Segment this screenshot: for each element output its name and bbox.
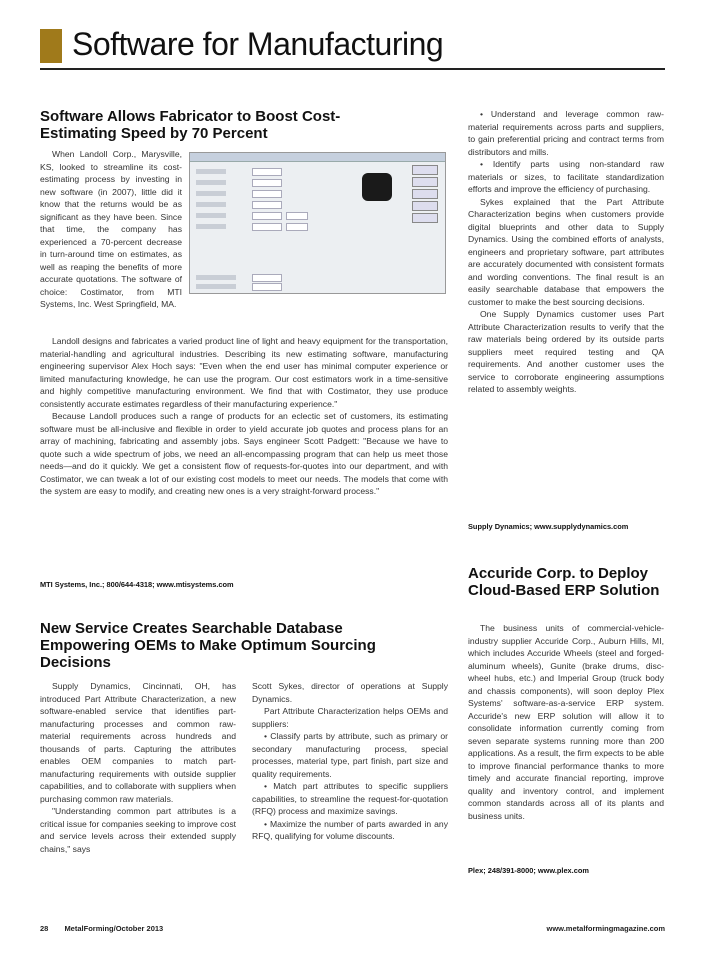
- article2-bullet: • Maximize the number of parts awarded in any RFQ, qualifying for volume discounts.: [252, 818, 448, 841]
- page-number: 28: [40, 924, 49, 933]
- article1-body: [40, 148, 448, 311]
- article2-paragraph: Scott Sykes, director of operations at Supply Dynamics.: [252, 681, 448, 704]
- article2-paragraph: Supply Dynamics, Cincinnati, OH, has introduced Part Attribute Characterization, a new software-enabled service that identifies part-manufacturing processes and common raw-material requirements across hundreds and thousands of parts. Capturing the attributes enables OEM companies to match part-manufacturing requirements with outside supplier capabilities, and to collaborate with suppliers when purchasing common raw materials.: [40, 681, 236, 804]
- article2-headline: New Service Creates Searchable Database Empowering OEMs to Make Optimum Sourcing Decisions: [40, 620, 376, 671]
- article2-credit: Supply Dynamics; www.supplydynamics.com: [468, 522, 629, 531]
- article2-column-1: [40, 680, 236, 855]
- article1-credit: MTI Systems, Inc.; 800/644-4318; www.mtisystems.com: [40, 580, 234, 589]
- article2-bullet: • Classify parts by attribute, such as primary or secondary manufacturing process, special processes, material type, part finish, part size and quality requirements.: [252, 731, 448, 779]
- article3-headline: Accuride Corp. to Deploy Cloud-Based ERP Solution: [468, 565, 660, 599]
- article2-column-3: [468, 108, 664, 396]
- page-section-title: Software for Manufacturing: [72, 26, 444, 62]
- article2-bullet: • Match part attributes to specific suppliers capabilities, to streamline the request-for-quotation (RFQ) process and maximize savings.: [252, 781, 448, 816]
- footer: [40, 924, 665, 933]
- header-accent-bar: [40, 29, 62, 63]
- article1-headline: Software Allows Fabricator to Boost Cost-Estimating Speed by 70 Percent: [40, 108, 341, 142]
- article1-body-continued: [40, 335, 448, 498]
- article1-paragraph-3: Because Landoll produces such a range of products for an eclectic set of customers, its estimating software must be all-inclusive and flexible in order to yield accurate job quotes and process plans for an array of machining, fabricating and assembly jobs. Says engineer Scott Padgett: "Because we have to quote such a wide spectrum of jobs, we need an all-encompassing program that can help us meet those needs—and do it quickly. We get a consistent flow of requests-for-quotes into our department, and with Costimator, we can tweak a lot of our existing cost models to meet our needs. The models that come with the system are easy to modify, and creating new ones is a very straight-forward process.": [40, 411, 448, 496]
- article3-paragraph: The business units of commercial-vehicle-industry supplier Accuride Corp., Auburn Hills, MI, which includes Accuride Wheels (steel and forged-aluminum wheels), Gunite (brake drums, disc-wheel hubs, etc.) and Imperial Group (truck body and chassis components), will soon deploy Plex Systems' software-as-a-service ERP system. Accuride's new ERP solution will allow it to consolidate information currently coming from seven separate systems running more than 200 applications. As a result, the firm expects to be able to improve financial performance thanks to more timely and accurate financial reporting, improve quality and inventory control, and implement common standards across all of its plants and business units.: [468, 623, 664, 821]
- article2-paragraph: Part Attribute Characterization helps OEMs and suppliers:: [252, 706, 448, 729]
- article1-paragraph-2: Landoll designs and fabricates a varied product line of light and heavy equipment for the transportation, material-handling and agricultural industries. Describing its new estimating software, manufacturing engineering supervisor Alex Hoch says: "Even when the end user has minimal computer experience or limited manufacturing knowledge, he can use the program. Our cost estimators work in a time-sensitive and highly competitive manufacturing environment. We find that with Costimator, they use produce consistently accurate estimates regardless of their manufacturing experience.": [40, 336, 448, 409]
- article3-column: [468, 622, 664, 822]
- website-url: www.metalformingmagazine.com: [546, 924, 665, 933]
- article2-paragraph: "Understanding common part attributes is a critical issue for companies seeking to improve cost and service levels across their extended supply chains," says: [40, 806, 236, 854]
- publication-name: MetalForming/October 2013: [64, 924, 164, 933]
- article2-bullet: • Identify parts using non-standard raw materials or sizes, to facilitate standardization efforts and improve the efficiency of purchasing.: [468, 159, 664, 194]
- article2-paragraph: Sykes explained that the Part Attribute Characterization begins when customers provide digital blueprints and other data to Supply Dynamics. Using the combined efforts of analysts, engineers and proprietary software, part attributes are accurately documented with consistent formats and wording conventions. The final result is an easily searchable database that empowers the customer to make the best sourcing decisions.: [468, 196, 664, 307]
- article2-paragraph: One Supply Dynamics customer uses Part Attribute Characterization results to verify that the raw materials being ordered by its outside parts suppliers meet required testing and QA requirements. And another customer uses the service to corroborate engineering assumptions related to assembly weights.: [468, 309, 664, 394]
- article2-bullet: • Understand and leverage common raw-material requirements across parts and suppliers, to gain preferential pricing and contract terms from distributors and mills.: [468, 109, 664, 157]
- header-rule: [40, 68, 665, 70]
- article2-column-2: [252, 680, 448, 843]
- article3-credit: Plex; 248/391-8000; www.plex.com: [468, 866, 589, 875]
- article1-paragraph-1: When Landoll Corp., Marysville, KS, looked to streamline its cost-estimating process by investing in new software (in 2007), little did it know that the returns would be as significant as they have been. Since that time, the company has experienced a 70-percent decrease in turn-around time on estimates, as well as reaping the benefits of more accurate quotations. The software of choice: Costimator, from MTI Systems, Inc. West Springfield, MA.: [40, 149, 182, 309]
